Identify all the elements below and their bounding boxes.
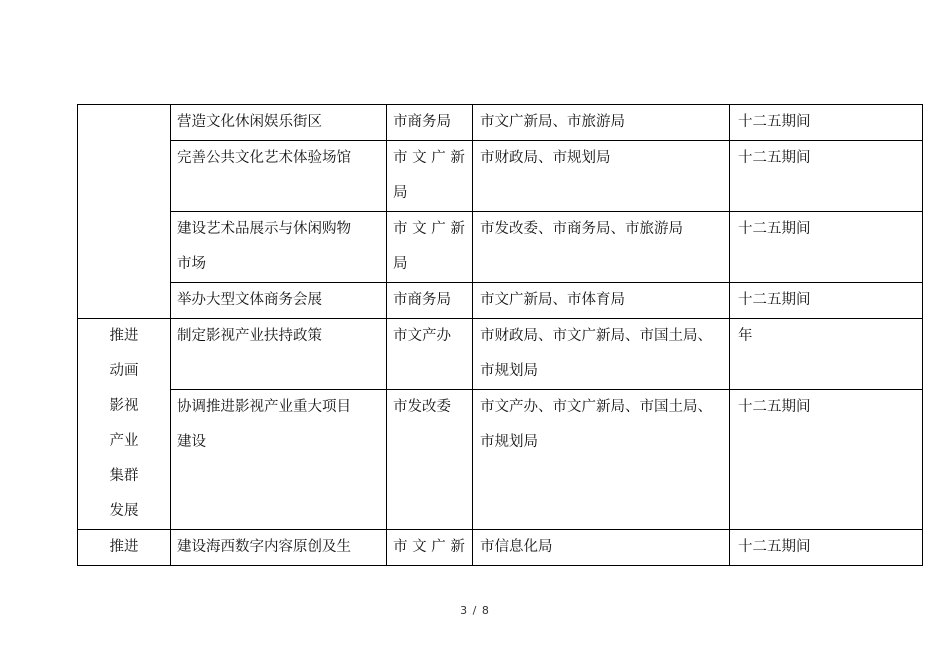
task-cell: 制定影视产业扶持政策 [171, 319, 387, 390]
task-cell: 协调推进影视产业重大项目 建设 [171, 390, 387, 530]
coop-dept-cell: 市文产办、市文广新局、市国土局、 市规划局 [473, 390, 730, 530]
lead-dept-cell: 市发改委 [387, 390, 473, 530]
time-cell: 十二五期间 [730, 105, 923, 141]
time-cell: 十二五期间 [730, 141, 923, 212]
time-cell: 十二五期间 [730, 212, 923, 283]
lead-dept-cell: 市文产办 [387, 319, 473, 390]
task-table [77, 104, 923, 566]
task-cell: 完善公共文化艺术体验场馆 [171, 141, 387, 212]
category-cell: 推进 [78, 530, 171, 566]
lead-dept-cell: 市 文 广 新 局 [387, 212, 473, 283]
table-row [78, 319, 923, 390]
task-cell: 营造文化休闲娱乐街区 [171, 105, 387, 141]
table-row [78, 390, 923, 530]
table-row [78, 141, 923, 212]
table-row [78, 530, 923, 566]
lead-dept-cell: 市商务局 [387, 283, 473, 319]
lead-dept-cell: 市商务局 [387, 105, 473, 141]
coop-dept-cell: 市发改委、市商务局、市旅游局 [473, 212, 730, 283]
table-row [78, 105, 923, 141]
time-cell: 十二五期间 [730, 283, 923, 319]
category-cell: 推进 动画 影视 产业 集群 发展 [78, 319, 171, 530]
task-cell: 建设海西数字内容原创及生 [171, 530, 387, 566]
page-number: 3 / 8 [460, 604, 490, 617]
coop-dept-cell: 市信息化局 [473, 530, 730, 566]
table-row [78, 212, 923, 283]
coop-dept-cell: 市文广新局、市旅游局 [473, 105, 730, 141]
time-cell: 十二五期间 [730, 530, 923, 566]
time-cell: 十二五期间 [730, 390, 923, 530]
coop-dept-cell: 市财政局、市规划局 [473, 141, 730, 212]
lead-dept-cell: 市 文 广 新 [387, 530, 473, 566]
table-row [78, 283, 923, 319]
time-cell: 年 [730, 319, 923, 390]
coop-dept-cell: 市文广新局、市体育局 [473, 283, 730, 319]
lead-dept-cell: 市 文 广 新 局 [387, 141, 473, 212]
coop-dept-cell: 市财政局、市文广新局、市国土局、 市规划局 [473, 319, 730, 390]
task-cell: 建设艺术品展示与休闲购物 市场 [171, 212, 387, 283]
category-cell [78, 105, 171, 319]
task-cell: 举办大型文体商务会展 [171, 283, 387, 319]
